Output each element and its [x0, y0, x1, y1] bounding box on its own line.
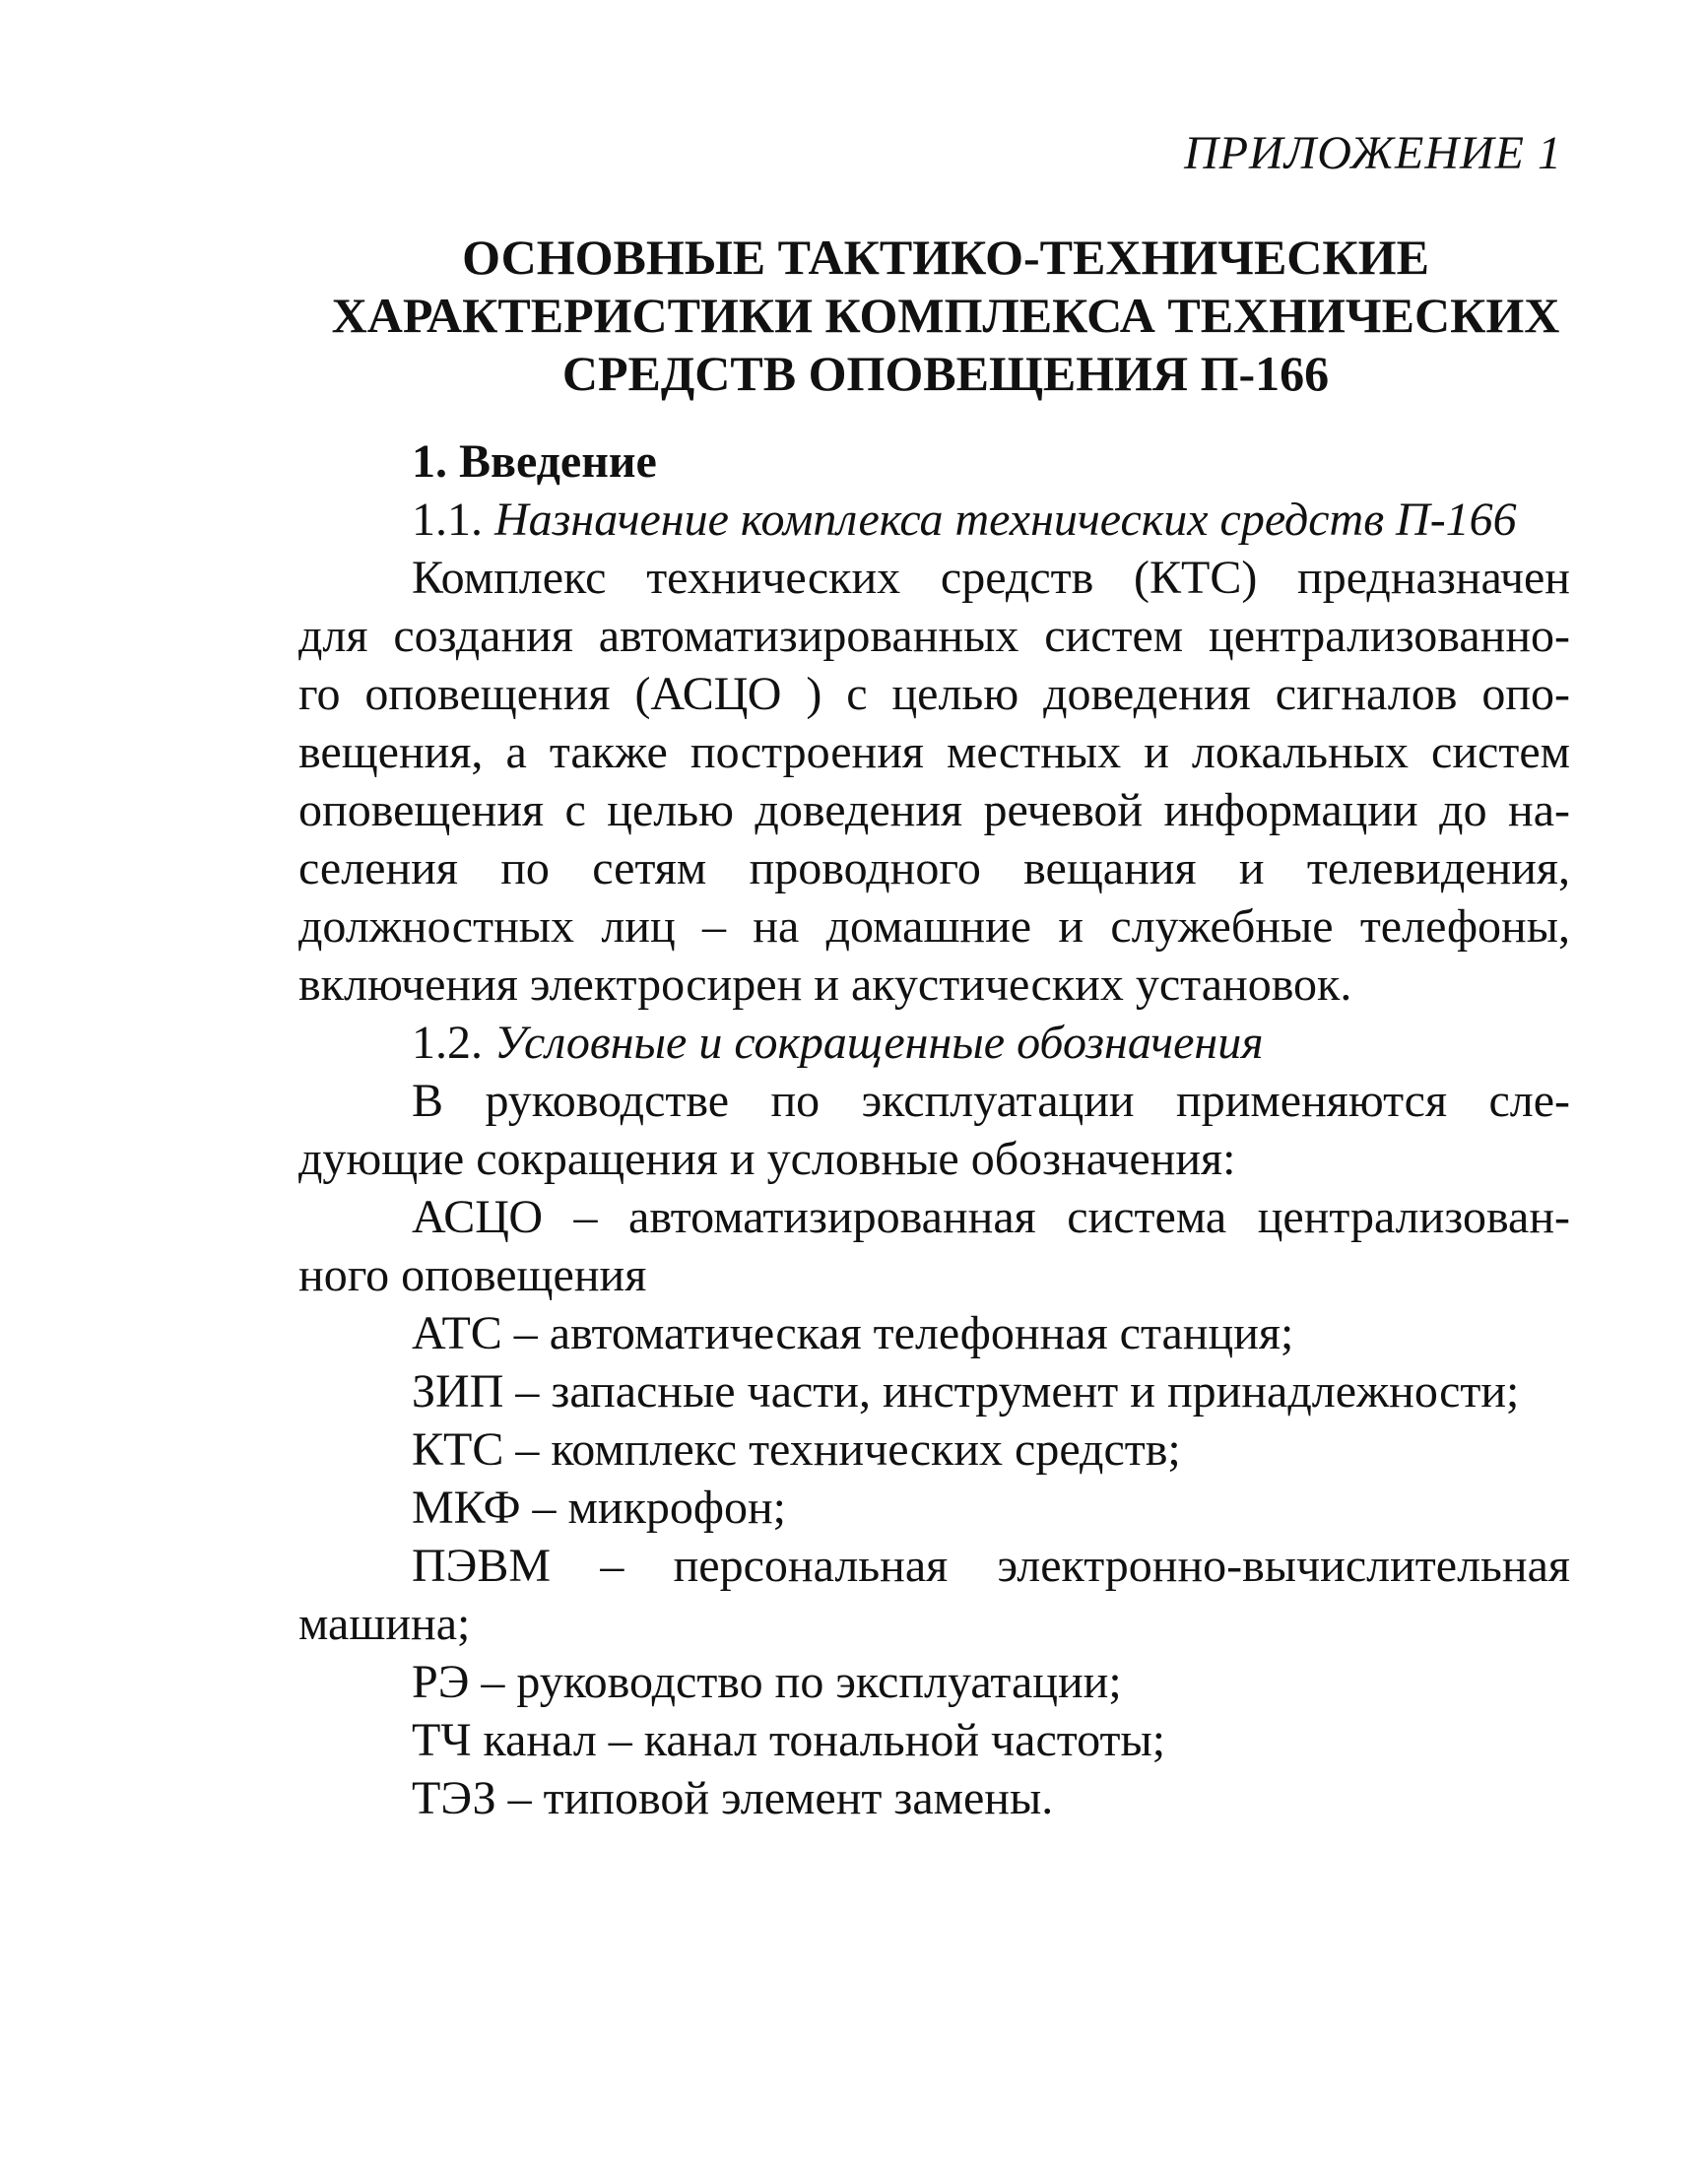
subsection-1-1-title: Назначение комплекса технических средств П-166	[494, 494, 1517, 546]
paragraph-line: го оповещения (АСЦО ) с целью доведения сигналов опо-	[298, 668, 1570, 720]
abbreviation-item: ТЭЗ – типовой элемент замены.	[412, 1772, 1054, 1824]
page-title	[305, 229, 1586, 403]
paragraph-line: селения по сетям проводного вещания и телевидения,	[298, 842, 1570, 894]
paragraph-line: включения электросирен и акустических установок.	[298, 958, 1352, 1011]
title-line-2: ХАРАКТЕРИСТИКИ КОМПЛЕКСА ТЕХНИЧЕСКИХ	[331, 288, 1560, 343]
subsection-1-2-number: 1.2.	[412, 1017, 483, 1069]
paragraph-line: оповещения с целью доведения речевой информации до на-	[298, 784, 1570, 836]
appendix-label: ПРИЛОЖЕНИЕ 1	[1184, 127, 1562, 179]
abbreviation-item: ного оповещения	[298, 1249, 647, 1301]
abbreviation-item: РЭ – руководство по эксплуатации;	[412, 1656, 1122, 1708]
paragraph-line: вещения, а также построения местных и локальных систем	[298, 726, 1570, 778]
abbreviation-item: машина;	[298, 1598, 471, 1650]
abbreviation-item: ТЧ канал – канал тональной частоты;	[412, 1714, 1166, 1766]
subsection-1-1	[412, 491, 1683, 549]
title-line-3: СРЕДСТВ ОПОВЕЩЕНИЯ П-166	[561, 346, 1330, 401]
paragraph-line: должностных лиц – на домашние и служебные телефоны,	[298, 900, 1570, 953]
paragraph-line: дующие сокращения и условные обозначения:	[298, 1133, 1236, 1185]
section-heading: 1. Введение	[412, 435, 657, 488]
subsection-1-2-title: Условные и сокращенные обозначения	[494, 1017, 1264, 1069]
title-line-1: ОСНОВНЫЕ ТАКТИКО-ТЕХНИЧЕСКИЕ	[462, 230, 1429, 285]
abbreviation-item: МКФ – микрофон;	[412, 1482, 787, 1534]
subsection-1-2	[412, 1014, 1683, 1072]
abbreviation-item: ЗИП – запасные части, инструмент и принадлежности;	[412, 1365, 1520, 1418]
subsection-1-1-number: 1.1.	[412, 494, 483, 546]
abbreviation-item: АСЦО – автоматизированная система централизован-	[412, 1191, 1570, 1243]
paragraph-line: для создания автоматизированных систем централизованно-	[298, 610, 1570, 662]
abbreviation-item: ПЭВМ – персональная электронно-вычислительная	[412, 1540, 1570, 1592]
abbreviation-item: АТС – автоматическая телефонная станция;	[412, 1307, 1294, 1359]
paragraph-line: Комплекс технических средств (КТС) предназначен	[412, 552, 1570, 604]
abbreviation-item: КТС – комплекс технических средств;	[412, 1423, 1181, 1476]
paragraph-line: В руководстве по эксплуатации применяются сле-	[412, 1075, 1570, 1127]
